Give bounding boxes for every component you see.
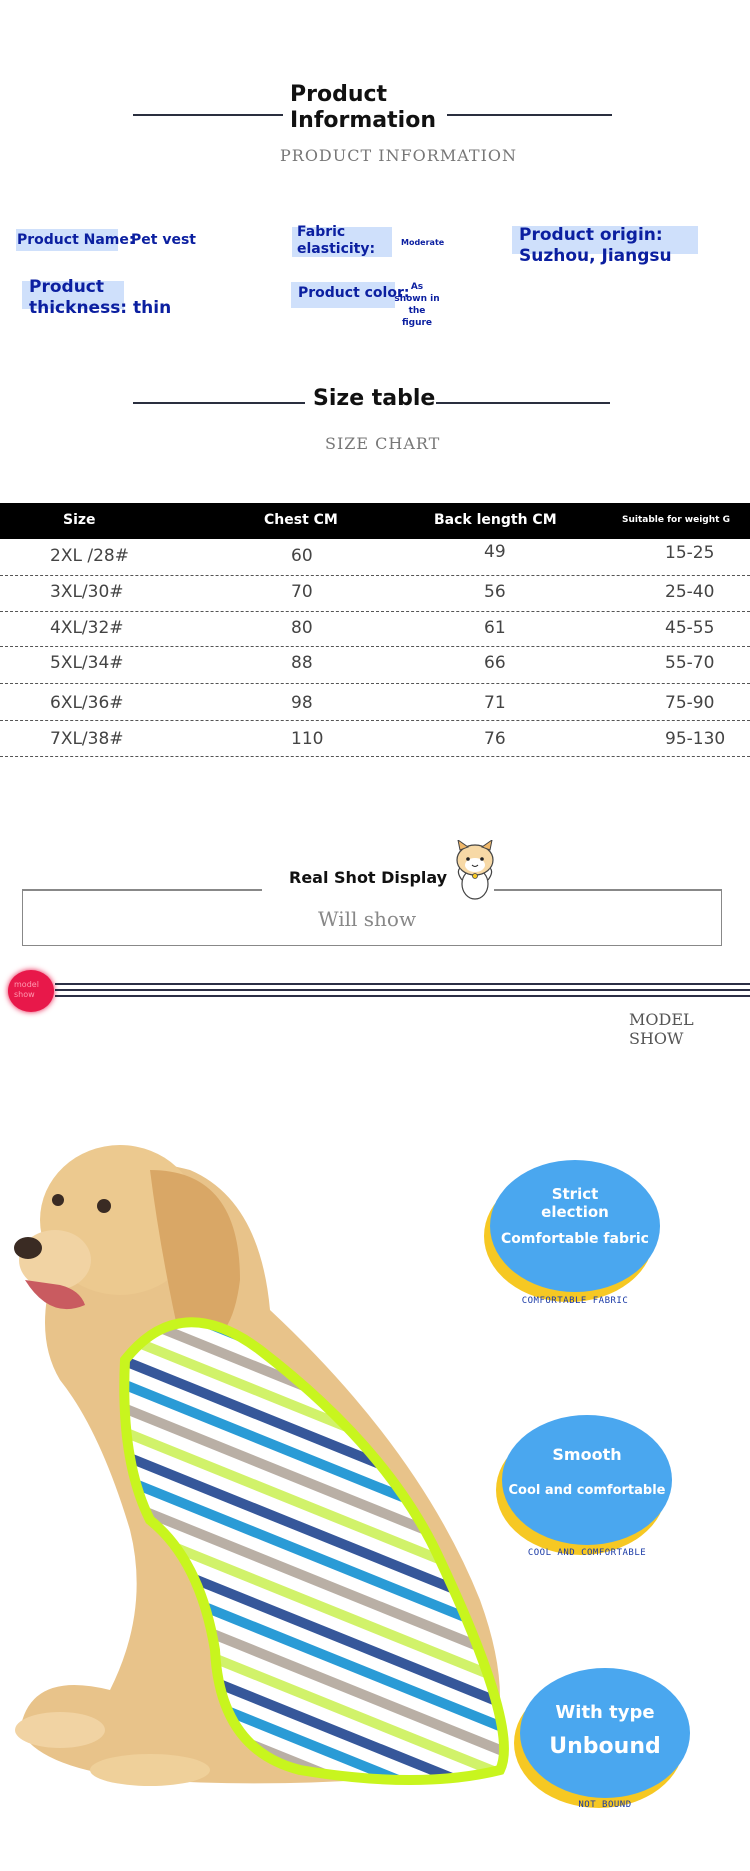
row-divider <box>0 720 750 721</box>
feature-fabric-sub: COMFORTABLE FABRIC <box>521 1296 629 1306</box>
product-info-title <box>290 82 436 134</box>
real-shot-placeholder: Will show <box>318 907 417 931</box>
product-info-title-line2: Information <box>290 108 436 133</box>
cell-weight: 55-70 <box>665 653 715 673</box>
feature-unbound-line2: Unbound <box>549 1734 661 1759</box>
elasticity-value: Moderate <box>401 238 445 247</box>
product-info-subtitle: PRODUCT INFORMATION <box>280 146 517 165</box>
model-stripe-line <box>55 995 750 997</box>
model-show-label: MODEL SHOW <box>629 1010 694 1048</box>
cell-back: 61 <box>484 618 506 638</box>
table-row <box>0 722 750 758</box>
row-divider <box>0 756 750 757</box>
feature-unbound-sub: NOT BOUND <box>578 1800 632 1810</box>
size-table-rule-left <box>133 402 305 404</box>
feature-smooth-line2: Cool and comfortable <box>508 1483 666 1498</box>
model-stripe-line <box>55 989 750 991</box>
color-value-line2: shown in <box>394 294 440 304</box>
header-weight: Suitable for weight G <box>622 515 730 525</box>
cell-back: 76 <box>484 729 506 749</box>
cell-chest: 88 <box>291 653 313 673</box>
cat-mascot-icon <box>452 840 498 902</box>
product-name-label: Product Name: <box>17 232 135 248</box>
table-row <box>0 686 750 722</box>
cell-back: 49 <box>484 542 506 562</box>
feature-unbound-line1: With type <box>555 1702 655 1723</box>
color-value-line3: the <box>408 306 426 316</box>
product-name-value: Pet vest <box>131 232 196 248</box>
model-show-badge-text: model show <box>14 980 39 999</box>
cell-chest: 70 <box>291 582 313 602</box>
cell-back: 71 <box>484 693 506 713</box>
product-color-value <box>392 281 442 329</box>
cell-chest: 98 <box>291 693 313 713</box>
model-stripe-line <box>55 983 750 985</box>
cell-size: 2XL /28# <box>50 546 129 566</box>
cell-back: 66 <box>484 653 506 673</box>
feature-badge-unbound <box>520 1668 690 1798</box>
thickness-label-line1: Product <box>29 277 104 297</box>
product-info-rule-right <box>447 114 612 116</box>
cell-size: 5XL/34# <box>50 653 124 673</box>
header-chest: Chest CM <box>264 512 338 528</box>
product-color-label: Product color: <box>298 285 410 301</box>
origin-label: Product origin: <box>519 225 663 245</box>
cell-size: 7XL/38# <box>50 729 124 749</box>
row-divider <box>0 683 750 684</box>
model-show-badge <box>8 970 54 1012</box>
table-row <box>0 646 750 682</box>
cell-weight: 25-40 <box>665 582 715 602</box>
table-row <box>0 539 750 575</box>
color-value-line4: figure <box>401 318 433 328</box>
cell-size: 3XL/30# <box>50 582 124 602</box>
size-table-rule-right <box>436 402 610 404</box>
thickness-label <box>29 277 171 319</box>
header-back-length: Back length CM <box>434 512 557 528</box>
real-shot-title: Real Shot Display <box>289 868 448 887</box>
cell-weight: 45-55 <box>665 618 715 638</box>
cell-back: 56 <box>484 582 506 602</box>
size-table-title: Size table <box>313 386 436 411</box>
feature-fabric-line3: Comfortable fabric <box>501 1231 649 1247</box>
color-value-line1: As <box>410 282 424 292</box>
product-info-rule-left <box>133 114 283 116</box>
feature-smooth-sub: COOL AND COMFORTABLE <box>527 1548 647 1558</box>
cell-weight: 15-25 <box>665 543 715 563</box>
table-row <box>0 611 750 647</box>
elasticity-label <box>297 224 375 258</box>
feature-badge-fabric <box>490 1160 660 1292</box>
cell-size: 6XL/36# <box>50 693 124 713</box>
size-table-header <box>0 503 750 539</box>
cell-weight: 95-130 <box>665 729 726 749</box>
feature-badge-smooth <box>502 1415 672 1545</box>
thickness-label-line2: thickness: thin <box>29 298 172 318</box>
cell-weight: 75-90 <box>665 693 715 713</box>
elasticity-label-line1: Fabric <box>297 224 346 240</box>
feature-smooth-line1: Smooth <box>552 1445 622 1464</box>
feature-fabric-line2: election <box>541 1203 609 1221</box>
feature-fabric-line1: Strict <box>551 1185 599 1203</box>
size-table-subtitle: SIZE CHART <box>325 434 441 453</box>
cell-chest: 110 <box>291 729 324 749</box>
dog-in-striped-vest-image <box>0 1130 520 1790</box>
header-size: Size <box>63 512 96 528</box>
cell-chest: 60 <box>291 546 313 566</box>
cell-size: 4XL/32# <box>50 618 124 638</box>
product-info-title-line1: Product <box>290 82 388 107</box>
origin-value: Suzhou, Jiangsu <box>519 246 672 266</box>
elasticity-label-line2: elasticity: <box>297 241 376 257</box>
table-row <box>0 575 750 611</box>
cell-chest: 80 <box>291 618 313 638</box>
